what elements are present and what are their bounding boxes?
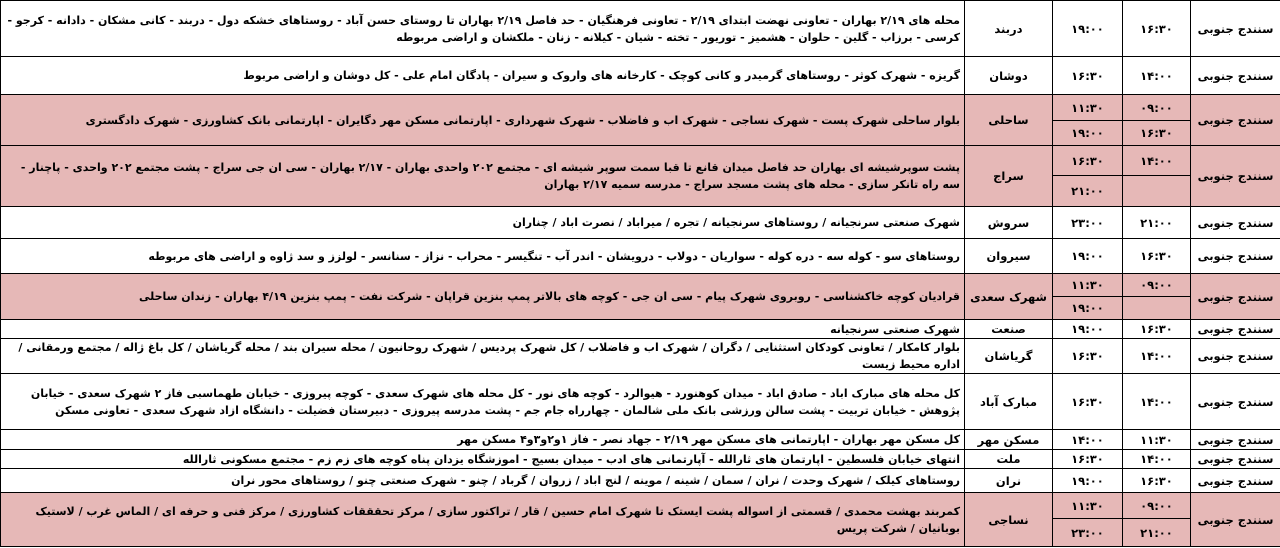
start-time-cell: ۰۹:۰۰ xyxy=(1123,95,1191,121)
end-time-cell: ۱۹:۰۰ xyxy=(1053,297,1123,320)
end-time-cell: ۱۴:۰۰ xyxy=(1053,430,1123,450)
start-time-cell: ۱۴:۰۰ xyxy=(1123,450,1191,469)
table-row xyxy=(1,207,1280,239)
end-time-cell: ۱۹:۰۰ xyxy=(1053,121,1123,146)
table-row xyxy=(1,239,1280,274)
region-cell: سنندج جنوبی xyxy=(1191,469,1280,493)
start-time-cell: ۱۶:۳۰ xyxy=(1123,469,1191,493)
end-time-cell: ۱۹:۰۰ xyxy=(1053,320,1123,339)
area-name-cell: دربند xyxy=(965,1,1053,57)
table-row xyxy=(1,493,1280,519)
area-name-cell: نران xyxy=(965,469,1053,493)
table-row xyxy=(1,274,1280,297)
description-cell: گریزه - شهرک کوثر - روستاهای گرمیدر و کانی کوچک - کارخانه های واروک و سیران - پادگان امام علی - کل دوشان و اراضی مربوط xyxy=(1,57,965,95)
region-cell: سنندج جنوبی xyxy=(1191,239,1280,274)
description-cell: کل محله های مبارک اباد - صادق اباد - میدان کوهنورد - هیوالرد - کوچه های نور - کل محله های شهرک سعدی - کوچه پیروزی - خیابان طهماسبی فاز ۲ شهرک سعدی - خیابان پژوهش - خیابان تربیت - پشت سالن ورزشی بانک ملی شالمان - چهارراه جام جم - پشت مدرسه پیروزی - دبیرستان فضیلت - دانشگاه ازاد شهرک سعدی - تعاونی مسکن xyxy=(1,374,965,430)
start-time-cell: ۱۴:۰۰ xyxy=(1123,57,1191,95)
table-row xyxy=(1,1,1280,57)
end-time-cell: ۱۱:۳۰ xyxy=(1053,274,1123,297)
end-time-cell: ۱۹:۰۰ xyxy=(1053,239,1123,274)
start-time-cell: ۱۴:۰۰ xyxy=(1123,146,1191,176)
area-name-cell: ساحلی xyxy=(965,95,1053,146)
end-time-cell: ۱۱:۳۰ xyxy=(1053,493,1123,519)
end-time-cell: ۱۹:۰۰ xyxy=(1053,1,1123,57)
area-name-cell: گریاشان xyxy=(965,339,1053,374)
area-name-cell: دوشان xyxy=(965,57,1053,95)
start-time-cell: ۰۹:۰۰ xyxy=(1123,274,1191,297)
table-row xyxy=(1,469,1280,493)
region-cell: سنندج جنوبی xyxy=(1191,207,1280,239)
description-cell: بلوار کامکار / تعاونی کودکان استثنایی / دگران / شهرک اب و فاضلاب / کل شهرک پردیس / شهرک روحانیون / محله سیران بند / محله گریاشان / کل باغ ژاله / مجتمع ورمقانی / اداره محیط زیست xyxy=(1,339,965,374)
description-cell: شهرک صنعتی سرنجیانه / روستاهای سرنجیانه / تجره / میراباد / نصرت اباد / چناران xyxy=(1,207,965,239)
end-time-cell: ۱۶:۳۰ xyxy=(1053,146,1123,176)
region-cell: سنندج جنوبی xyxy=(1191,493,1280,547)
start-time-cell: ۱۶:۳۰ xyxy=(1123,239,1191,274)
start-time-cell: ۱۶:۳۰ xyxy=(1123,121,1191,146)
area-name-cell: ملت xyxy=(965,450,1053,469)
start-time-cell xyxy=(1123,176,1191,207)
end-time-cell: ۱۶:۳۰ xyxy=(1053,57,1123,95)
region-cell: سنندج جنوبی xyxy=(1191,274,1280,320)
region-cell: سنندج جنوبی xyxy=(1191,450,1280,469)
start-time-cell: ۱۶:۳۰ xyxy=(1123,320,1191,339)
start-time-cell xyxy=(1123,297,1191,320)
end-time-cell: ۲۳:۰۰ xyxy=(1053,207,1123,239)
end-time-cell: ۱۹:۰۰ xyxy=(1053,469,1123,493)
start-time-cell: ۲۱:۰۰ xyxy=(1123,519,1191,547)
start-time-cell: ۰۹:۰۰ xyxy=(1123,493,1191,519)
area-name-cell: مسکن مهر xyxy=(965,430,1053,450)
table-row xyxy=(1,57,1280,95)
table-row xyxy=(1,450,1280,469)
table-row xyxy=(1,320,1280,339)
region-cell: سنندج جنوبی xyxy=(1191,146,1280,207)
table-row xyxy=(1,430,1280,450)
area-name-cell: نساجی xyxy=(965,493,1053,547)
region-cell: سنندج جنوبی xyxy=(1191,320,1280,339)
region-cell: سنندج جنوبی xyxy=(1191,57,1280,95)
end-time-cell: ۱۱:۳۰ xyxy=(1053,95,1123,121)
region-cell: سنندج جنوبی xyxy=(1191,430,1280,450)
description-cell: روستاهای سو - کوله سه - دره کوله - سواریان - دولاب - درویشان - اندر آب - تنگیسر - محراب - نزاز - سنانسر - لولزز و سد ژاوه و اراضی های مربوطه xyxy=(1,239,965,274)
description-cell: محله های ۲/۱۹ بهاران - تعاونی نهضت ابتدای ۲/۱۹ - تعاونی فرهنگیان - حد فاصل ۲/۱۹ بهاران تا روستای حسن آباد - روستاهای خشکه دول - دربند - کانی مشکان - دادانه - کرجو - کرسی - برزاب - گلین - حلوان - هشمیز - توریور - تخته - شیان - کیلانه - زنان - ملکشان و اراضی مربوطه xyxy=(1,1,965,57)
table-row xyxy=(1,374,1280,430)
start-time-cell: ۱۴:۰۰ xyxy=(1123,374,1191,430)
region-cell: سنندج جنوبی xyxy=(1191,95,1280,146)
area-name-cell: سیروان xyxy=(965,239,1053,274)
description-cell: کمربند بهشت محمدی / قسمتی از اسواله پشت ایستک تا شهرک امام حسین / قار / تراکتور سازی / مرکز تحقققات کشاورزی / مرکز فنی و حرفه ای / الماس غرب / لاستیک بوبانیان / شرکت پریس xyxy=(1,493,965,547)
start-time-cell: ۱۶:۳۰ xyxy=(1123,1,1191,57)
description-cell: شهرک صنعتی سرنجیانه xyxy=(1,320,965,339)
area-name-cell: صنعت xyxy=(965,320,1053,339)
end-time-cell: ۱۶:۳۰ xyxy=(1053,450,1123,469)
description-cell: بلوار ساحلی شهرک پست - شهرک نساجی - شهرک اب و فاضلاب - شهرک شهرداری - اپارتمانی مسکن مهر دگایران - اپارتمانی بانک کشاورزی - شهرک دادگستری xyxy=(1,95,965,146)
description-cell: روستاهای کیلک / شهرک وحدت / نران / سمان / شینه / موینه / لنج اباد / زروان / گرباد / چنو - شهرک صنعتی چنو / روستاهای محور نران xyxy=(1,469,965,493)
end-time-cell: ۲۳:۰۰ xyxy=(1053,519,1123,547)
table-row xyxy=(1,339,1280,374)
region-cell: سنندج جنوبی xyxy=(1191,374,1280,430)
area-name-cell: سراج xyxy=(965,146,1053,207)
end-time-cell: ۱۶:۳۰ xyxy=(1053,374,1123,430)
description-cell: قرادیان کوچه خاکشناسی - روبروی شهرک پیام - سی ان جی - کوچه های بالاتر پمپ بنزین قراپان - شرکت نفت - پمپ بنزین ۴/۱۹ بهاران - زندان ساحلی xyxy=(1,274,965,320)
region-cell: سنندج جنوبی xyxy=(1191,1,1280,57)
region-cell: سنندج جنوبی xyxy=(1191,339,1280,374)
table-row xyxy=(1,95,1280,121)
area-name-cell: شهرک سعدی xyxy=(965,274,1053,320)
description-cell: انتهای خیابان فلسطین - اپارتمان های ثارالله - آپارتمانی های ادب - میدان بسیج - اموزشگاه یزدان پناه کوچه های زم زم - مجتمع مسکونی ثارالله xyxy=(1,450,965,469)
end-time-cell: ۲۱:۰۰ xyxy=(1053,176,1123,207)
area-name-cell: سروش xyxy=(965,207,1053,239)
end-time-cell: ۱۶:۳۰ xyxy=(1053,339,1123,374)
table-row xyxy=(1,146,1280,176)
start-time-cell: ۱۱:۳۰ xyxy=(1123,430,1191,450)
area-name-cell: مبارک آباد xyxy=(965,374,1053,430)
start-time-cell: ۱۴:۰۰ xyxy=(1123,339,1191,374)
description-cell: کل مسکن مهر بهاران - اپارتمانی های مسکن مهر ۲/۱۹ - جهاد نصر - فاز ۱و۲و۳و۴ مسکن مهر xyxy=(1,430,965,450)
start-time-cell: ۲۱:۰۰ xyxy=(1123,207,1191,239)
description-cell: پشت سوپرشیشه ای بهاران حد فاصل میدان قانع تا قبا سمت سوپر شیشه ای - مجتمع ۲۰۲ واحدی بهاران - ۲/۱۷ بهاران - سی ان جی سراج - پشت مجتمع ۲۰۲ واحدی - پاچنار - سه راه تانکر سازی - محله های پشت مسجد سراج - مدرسه سمیه ۲/۱۷ بهاران xyxy=(1,146,965,207)
